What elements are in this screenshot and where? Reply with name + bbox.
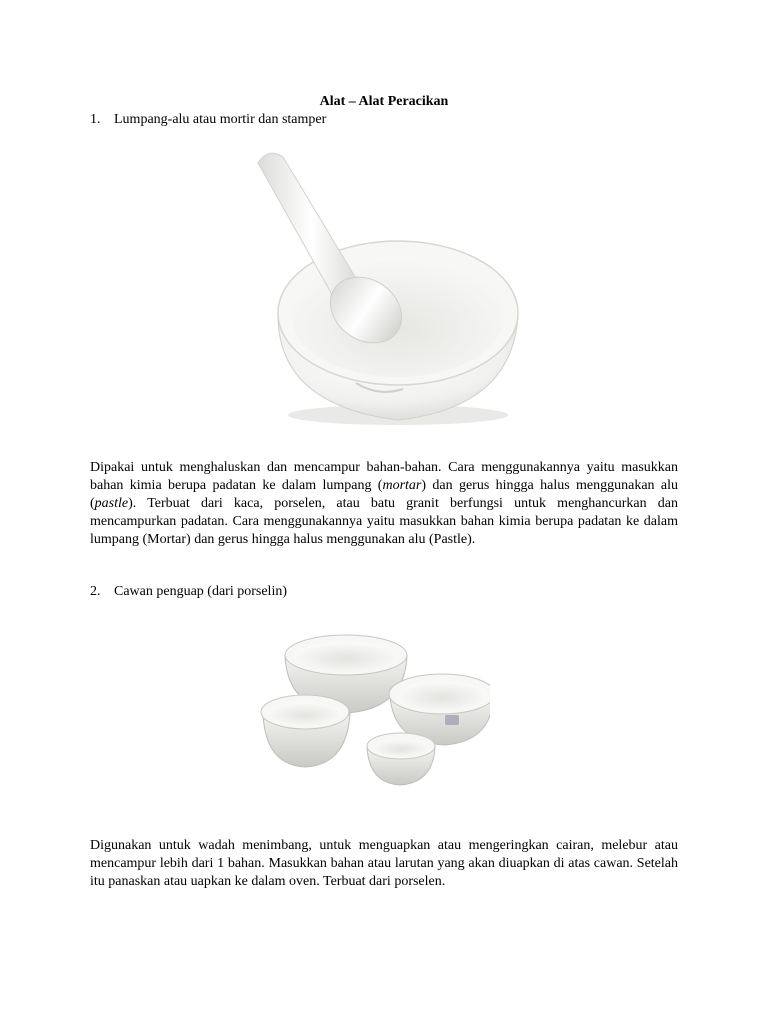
item-2-heading xyxy=(90,583,287,601)
item-1-description-text-1: Dipakai untuk menghaluskan dan mencampur bahan-bahan. Cara menggunakannya yaitu masukkan bahan kimia berupa padatan ke dalam lumpang ( xyxy=(90,460,678,493)
item-1-description xyxy=(90,459,678,549)
item-1-description-text-3: ). Terbuat dari kaca, porselen, atau batu granit berfungsi untuk menghancurkan dan mencampurkan padatan. Cara menggunakannya yaitu masukkan bahan kimia berupa padatan ke dalam lumpang (Mortar) dan gerus hingga halus menggunakan alu (Pastle). xyxy=(90,496,678,547)
mortar-pestle-image xyxy=(238,145,528,430)
item-1-description-text-2: ) dan gerus hingga halus menggunakan alu ( xyxy=(90,478,678,511)
item-1-description-italic-mortar: mortar xyxy=(382,478,422,493)
item-1-heading xyxy=(90,111,326,129)
item-1-description-italic-pastle: pastle xyxy=(94,496,129,511)
document-title: Alat – Alat Peracikan xyxy=(319,94,449,109)
item-2-number: 2. xyxy=(90,584,101,599)
evaporating-dishes-image xyxy=(255,625,490,795)
item-1-number: 1. xyxy=(90,112,101,127)
item-2-title: Cawan penguap (dari porselin) xyxy=(114,584,287,599)
item-1-title: Lumpang-alu atau mortir dan stamper xyxy=(114,112,327,127)
item-2-description: Digunakan untuk wadah menimbang, untuk menguapkan atau mengeringkan cairan, melebur atau mencampur lebih dari 1 bahan. Masukkan bahan atau larutan yang akan diuapkan di atas cawan. Setelah itu panaskan atau uapkan ke dalam oven. Terbuat dari porselen. xyxy=(90,838,678,889)
